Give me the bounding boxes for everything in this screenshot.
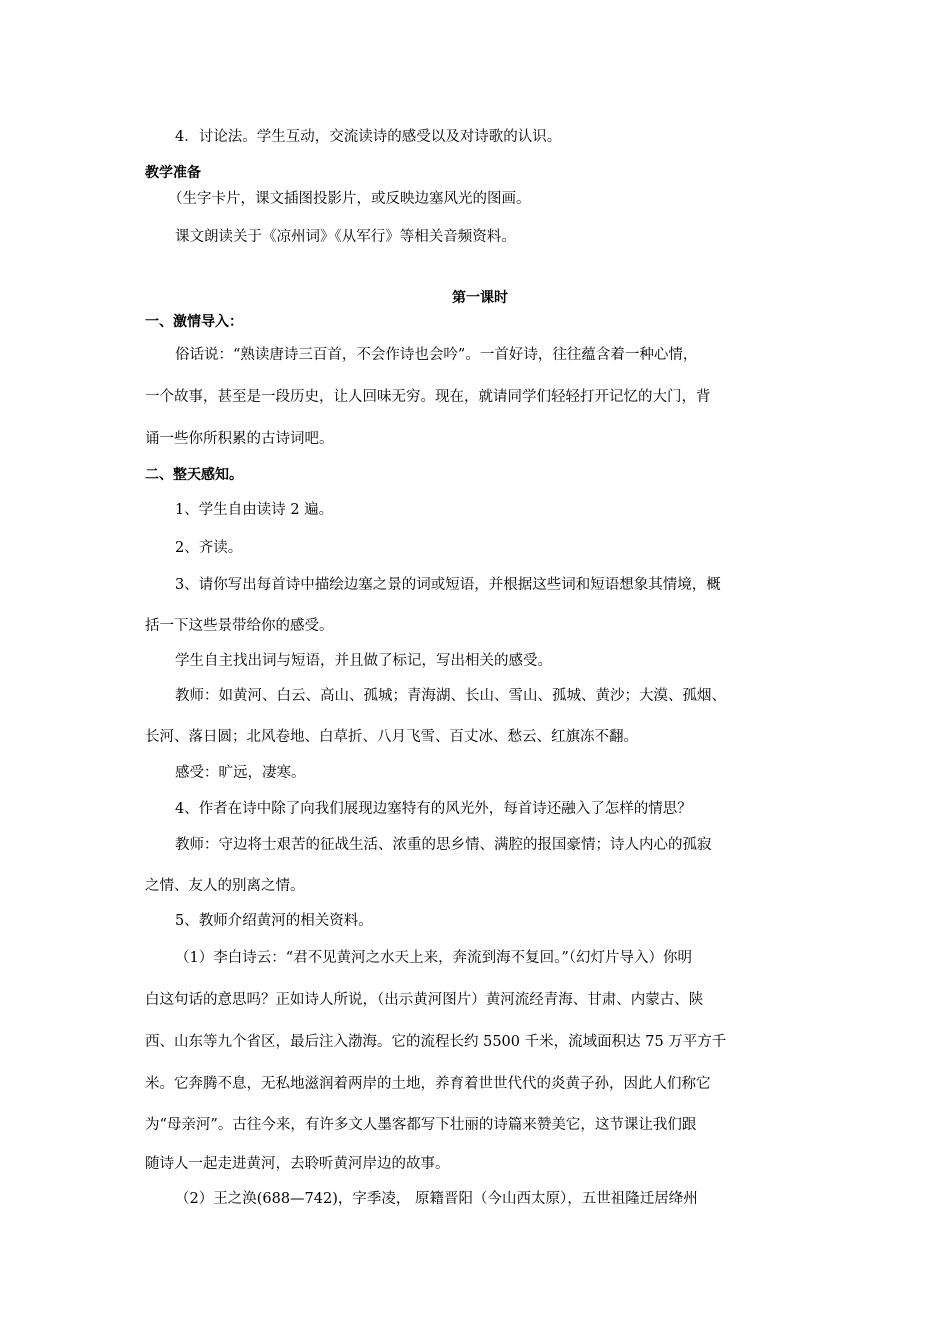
paragraph-line: （2）王之涣(688—742)，字季凌， 原籍晋阳（今山西太原），五世祖隆迁居绛州 xyxy=(175,1191,698,1207)
paragraph-line: 米。它奔腾不息，无私地滋润着两岸的土地，养育着世世代代的炎黄子孙，因此人们称它 xyxy=(145,1076,711,1092)
paragraph-line: 括一下这些景带给你的感受。 xyxy=(145,618,334,634)
heading-introduction: 一、激情导入： xyxy=(145,314,243,330)
paragraph-line: 之情、友人的别离之情。 xyxy=(145,878,305,894)
paragraph-line: 长河、落日圆；北风卷地、白草折、八月飞雪、百丈冰、愁云、红旗冻不翻。 xyxy=(145,729,638,745)
paragraph-line: 白这句话的意思吗？正如诗人所说，（出示黄河图片）黄河流经青海、甘肃、内蒙古、陕 xyxy=(145,992,704,1008)
paragraph-line: 随诗人一起走进黄河，去聆听黄河岸边的故事。 xyxy=(145,1156,450,1172)
list-item: 3、请你写出每首诗中描绘边塞之景的词或短语，并根据这些词和短语想象其情境，概 xyxy=(175,577,721,593)
paragraph-line: 西、山东等九个省区，最后注入渤海。它的流程长约 5500 千米，流域面积达 75 万平方千 xyxy=(145,1034,727,1050)
preparation-item-1: （生字卡片，课文插图投影片，或反映边塞风光的图画。 xyxy=(168,191,531,207)
paragraph-line: 教师：如黄河、白云、高山、孤城；青海湖、长山、雪山、孤城、黄沙；大漠、孤烟、 xyxy=(175,688,726,704)
heading-overall-perception: 二、整天感知。 xyxy=(145,467,243,483)
list-item: 4、作者在诗中除了向我们展现边塞特有的风光外，每首诗还融入了怎样的情思？ xyxy=(175,801,692,817)
list-item: 5、教师介绍黄河的相关资料。 xyxy=(175,913,373,929)
paragraph-line: 学生自主找出词与短语，并且做了标记，写出相关的感受。 xyxy=(175,653,552,669)
paragraph-line: 教师：守边将士艰苦的征战生活、浓重的思乡情、满腔的报国豪情；诗人内心的孤寂 xyxy=(175,837,712,853)
paragraph-line: 一个故事，甚至是一段历史，让人回味无穷。现在，就请同学们轻轻打开记忆的大门，背 xyxy=(145,389,711,405)
list-item: 2、齐读。 xyxy=(175,540,243,556)
list-item: 1、学生自由读诗 2 遍。 xyxy=(175,502,334,518)
paragraph-line: 为“母亲河”。古往今来，有许多文人墨客都写下壮丽的诗篇来赞美它，这节课让我们跟 xyxy=(145,1117,697,1133)
paragraph-line: （1）李白诗云：“君不见黄河之水天上来，奔流到海不复回。”（幻灯片导入）你明 xyxy=(175,950,693,966)
paragraph-line: 俗话说：“熟读唐诗三百首，不会作诗也会吟”。一首好诗，往往蕴含着一种心情， xyxy=(175,347,698,363)
lesson-title: 第一课时 xyxy=(452,290,508,306)
paragraph-line: 感受：旷远，凄寒。 xyxy=(175,765,306,781)
paragraph-line: 诵一些你所积累的古诗词吧。 xyxy=(145,431,334,447)
teaching-method-4: 4．讨论法。学生互动，交流读诗的感受以及对诗歌的认识。 xyxy=(175,129,562,145)
section-heading-preparation: 教学准备 xyxy=(145,165,201,181)
preparation-item-2: 课文朗读关于《凉州词》《从军行》等相关音频资料。 xyxy=(175,229,516,245)
